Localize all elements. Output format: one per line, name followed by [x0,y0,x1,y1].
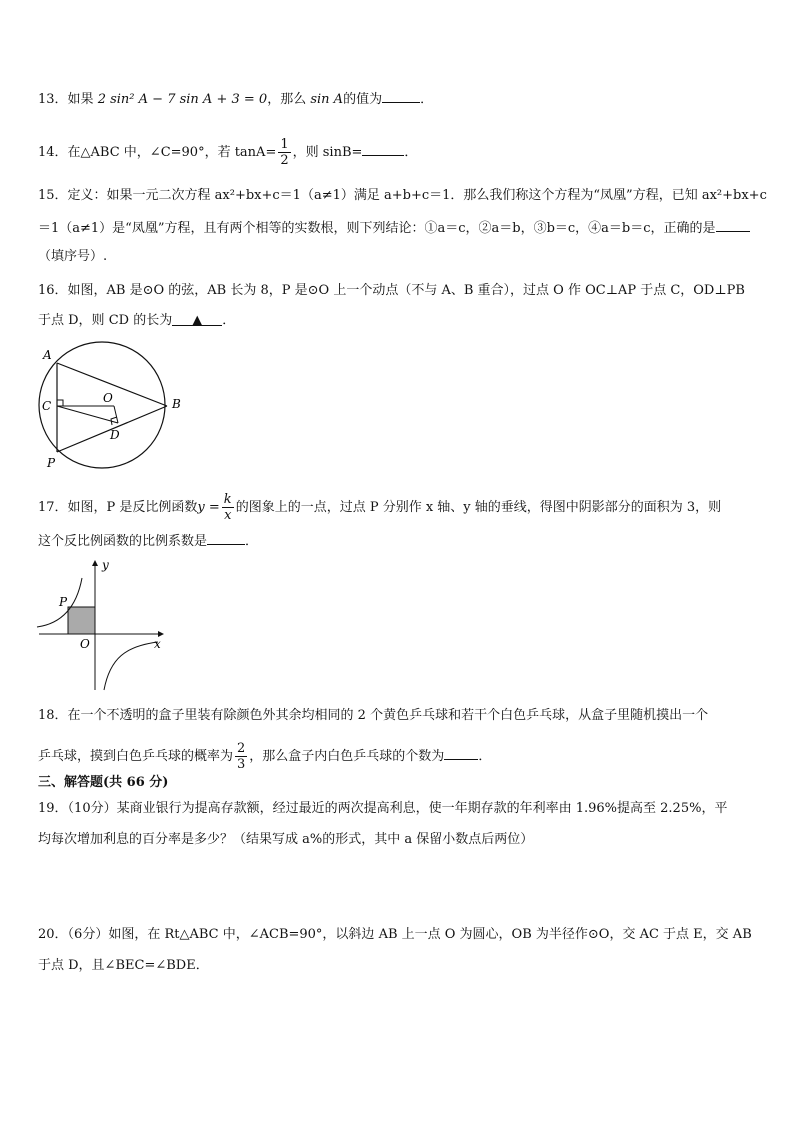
question-13: 13．如果 2 sin² A − 7 sin A + 3 = 0，那么 sin A的值为 ． [38,88,433,110]
label-b: B [172,397,181,411]
shaded-rectangle [68,607,95,634]
fraction: $\frac{1}{2}$ [280,137,289,168]
question-16-line2: 于点 D，则 CD 的长为 ▲ ． [38,313,236,328]
label-y: y [102,558,109,572]
answer-blank[interactable] [716,217,750,232]
label-c: C [42,399,52,413]
label-d: D [110,428,120,442]
label-p: P [47,456,56,470]
fraction: $\frac{2}{3}$ [237,741,246,772]
question-20-line2: 于点 D，且∠BEC=∠BDE． [38,958,209,973]
fraction: $\frac{k}{x}$ [223,492,232,523]
question-19-line2: 均每次增加利息的百分率是多少？（结果写成 a%的形式，其中 a 保留小数点后两位） [38,832,534,847]
label-p: P [59,595,68,609]
curve-branch-4 [104,642,158,690]
answer-blank[interactable] [444,745,478,760]
segment-od [114,406,118,423]
section-heading: 三、解答题(共 66 分) [38,775,169,790]
hyperbola-figure [34,558,174,693]
question-19-line1: 19．（10分）某商业银行为提高存款额，经过最近的两次提高利息，使一年期存款的年利率由 1.96%提高至 2.25%，平 [38,801,728,816]
question-18-line2: 乒乓球，摸到白色乒乓球的概率为 $\frac{2}{3}$ ，那么盒子内白色乒乓球的个数为 ． [38,741,492,772]
label-o: O [80,637,90,651]
question-16-line1: 16．如图，AB 是⊙O 的弦，AB 长为 8，P 是⊙O 上一个动点（不与 A、B 重合），过点 O 作 OC⊥AP 于点 C，OD⊥PB [38,283,745,298]
circle-o [39,342,165,468]
answer-blank[interactable] [382,88,420,103]
y-axis-arrow [92,560,98,566]
q13-equation: 2 sin² A − 7 sin A + 3 = 0 [97,92,268,107]
right-angle-c [57,400,63,406]
question-20-line1: 20．（6分）如图，在 Rt△ABC 中，∠ACB=90°，以斜边 AB 上一点 O 为圆心，OB 为半径作⊙O，交 AC 于点 E，交 AB [38,927,752,942]
label-x: x [154,637,161,651]
question-17-line2: 这个反比例函数的比例系数是 ． [38,530,258,552]
question-17-line1: 17．如图，P 是反比例函数y = $\frac{k}{x}$ 的图象上的一点，过点 P 分别作 x 轴、y 轴的垂线，得图中阴影部分的面积为 3，则 [38,492,722,523]
segment-cd [57,406,118,423]
question-15-line1: 15．定义：如果一元二次方程 ax²+bx+c＝1（a≠1）满足 a+b+c＝1．那么我们称这个方程为“凤凰”方程，已知 ax²+bx+c [38,188,767,203]
circle-figure [30,345,190,475]
question-14: 14．在△ABC 中，∠C=90°，若 tanA= $\frac{1}{2}$ ，则 sinB= ． [38,137,418,168]
question-15-line2: ＝1（a≠1）是“凤凰”方程，且有两个相等的实数根，则下列结论：①a＝c，②a＝b，③b＝c，④a＝b＝c，正确的是 [38,217,750,239]
question-18-line1: 18．在一个不透明的盒子里装有除颜色外其余均相同的 2 个黄色乒乓球和若干个白色乒乓球，从盒子里随机摸出一个 [38,708,709,723]
answer-blank[interactable] [207,530,245,545]
q13-number: 13． [38,92,68,107]
answer-blank[interactable] [362,141,404,156]
label-o: O [103,391,113,405]
label-a: A [43,348,52,362]
answer-marker[interactable]: ▲ [172,311,222,326]
question-15-line3: （填序号）. [38,249,108,264]
